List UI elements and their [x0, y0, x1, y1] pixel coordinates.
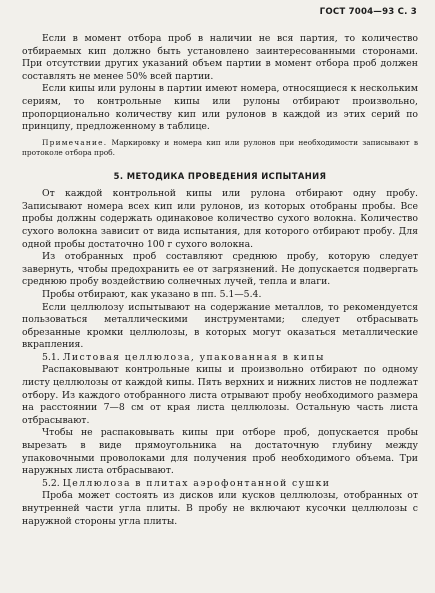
subsection-number: 5.1.	[42, 351, 63, 363]
paragraph: Если в момент отбора проб в наличии не вся партия, то количество отбираемых кип должно быть установлено заинтересованными сторонами. При отсутствии других указаний объем партии в момент отбора проб должен составлять не менее 50% всей партии.	[22, 33, 418, 82]
paragraph: Пробы отбирают, как указано в пп. 5.1—5.4.	[42, 288, 262, 300]
paragraph: От каждой контрольной кипы или рулона отбирают одну пробу. Записывают номера всех кип или рулонов, из которых отобраны пробы. Все пробы должны содержать одинаковое количество сухого волокна. Количество сухого волокна зависит от вида испытания, для которого отбирают пробу. Для одной пробы достаточно 100 г сухого волокна.	[22, 188, 418, 250]
paragraph: Из отобранных проб составляют среднюю пробу, которую следует завернуть, чтобы предохранить ее от загрязнений. Не допускается подвергать среднюю пробу воздействию солнечных лучей, тепла и влаги.	[22, 251, 418, 288]
subsection-heading	[22, 478, 418, 491]
subsection-title: Целлюлоза в плитах аэрофонтанной сушки	[62, 477, 331, 489]
paragraph: Если целлюлозу испытывают на содержание металлов, то рекомендуется пользоваться металлическими инструментами; следует отбрасывать обрезанные кромки целлюлозы, в которых могут оказаться металлические вкрапления.	[22, 301, 418, 351]
note-label: Примечание.	[42, 137, 108, 147]
paragraph: Проба может состоять из дисков или кусков целлюлозы, отобранных от внутренней части угла плиты. В пробу не включают кусочки целлюлозы с наружной стороны угла плиты.	[22, 490, 418, 527]
note	[22, 138, 418, 158]
paragraph: Если кипы или рулоны в партии имеют номера, относящиеся к нескольким сериям, то контрольные кипы или рулоны отбирают произвольно, пропорционально количеству кип или рулонов в каждой из этих серий по принципу, предложенному в таблице.	[22, 83, 418, 133]
document-body	[22, 33, 418, 528]
section-title: 5. МЕТОДИКА ПРОВЕДЕНИЯ ИСПЫТАНИЯ	[113, 171, 327, 182]
subsection-heading	[22, 352, 418, 365]
paragraph: Распаковывают контрольные кипы и произвольно отбирают по одному листу целлюлозы от каждой кипы. Пять верхних и нижних листов не подлежат отбору. Из каждого отобранного листа отрывают пробу необходимого размера на расстоянии 7—8 см от края листа целлюлозы. Остальную часть листа отбрасывают.	[22, 364, 418, 426]
subsection-number: 5.2.	[42, 477, 63, 489]
note-text: Маркировку и номера кип или рулонов при необходимости записывают в протоколе отбора проб.	[22, 137, 418, 157]
paragraph: Чтобы не распаковывать кипы при отборе проб, допускается пробы вырезать в виде прямоугольника на достаточную глубину между упаковочными проволоками для получения проб необходимого объема. Три наружных листа отбрасывают.	[22, 427, 418, 477]
subsection-title: Листовая целлюлоза, упакованная в кипы	[62, 351, 325, 363]
page-header: ГОСТ 7004—93 С. 3	[319, 7, 417, 17]
